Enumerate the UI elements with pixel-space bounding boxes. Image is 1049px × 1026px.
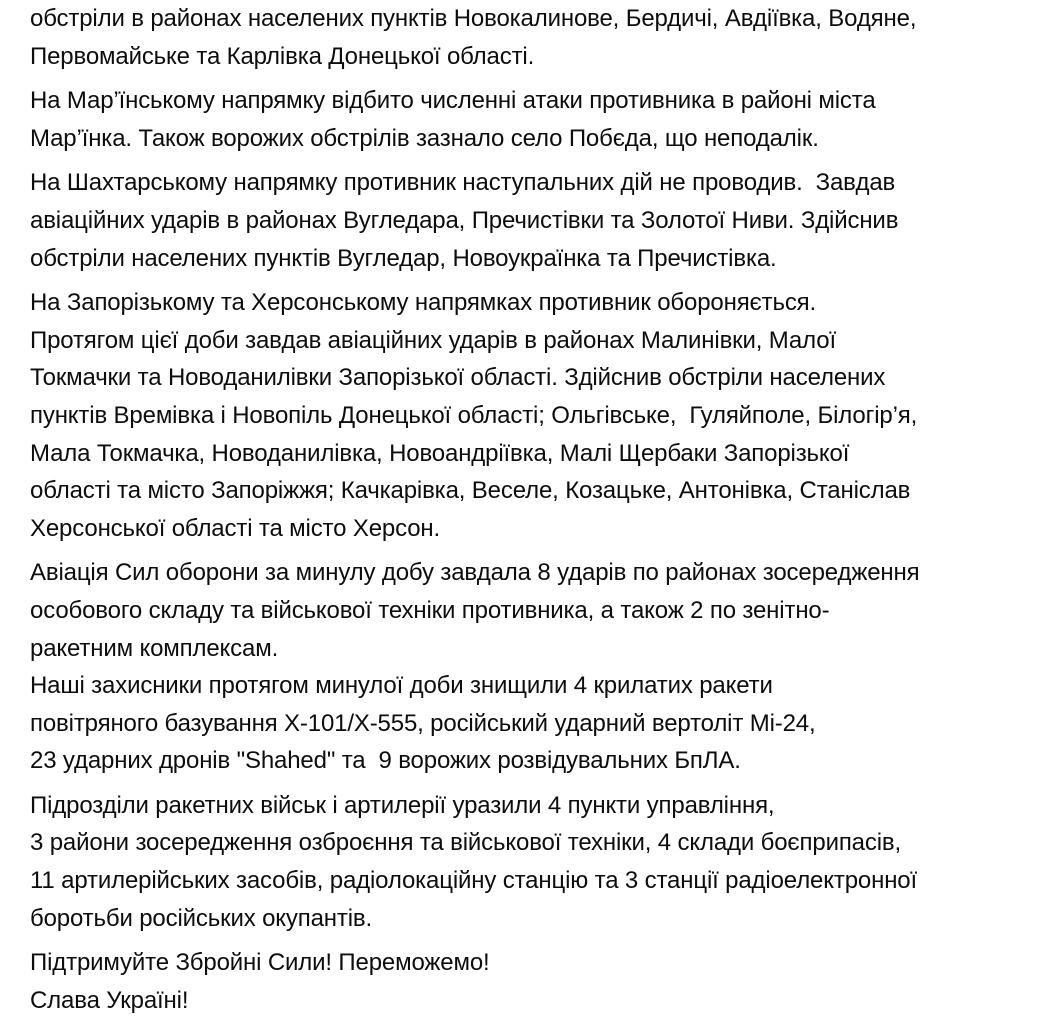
paragraph <box>30 82 1049 157</box>
text-line: 3 райони зосередження озброєння та військової техніки, 4 склади боєприпасів, <box>30 829 902 857</box>
text-line: На Мар’їнському напрямку відбито численні атаки противника в районі міста <box>30 87 876 115</box>
text-line: На Запорізькому та Херсонському напрямках противник обороняється. <box>30 289 817 317</box>
text-line: Наші захисники протягом минулої доби знищили 4 крилатих ракети <box>30 672 773 700</box>
text-line: повітряного базування Х-101/Х-555, російський ударний вертоліт Мі-24, <box>30 709 816 737</box>
paragraph <box>30 164 1049 277</box>
text-line: пунктів Времівка і Новопіль Донецької області; Ольгівське, Гуляйполе, Білогір’я, <box>30 401 918 429</box>
paragraph <box>30 944 1049 1019</box>
text-line: Первомайське та Карлівка Донецької області. <box>30 42 535 70</box>
text-line: Підрозділи ракетних військ і артилерії уразили 4 пункти управління, <box>30 791 775 819</box>
paragraph <box>30 284 1049 547</box>
text-line: 23 ударних дронів "Shahed" та 9 ворожих розвідувальних БпЛА. <box>30 747 741 775</box>
text-line: боротьби російських окупантів. <box>30 904 373 932</box>
text-line: Мала Токмачка, Новоданилівка, Новоандріївка, Малі Щербаки Запорізької <box>30 439 850 467</box>
text-line: особового складу та військової техніки противника, а також 2 по зенітно- <box>30 596 830 624</box>
text-line: обстріли населених пунктів Вугледар, Новоукраїнка та Пречистівка. <box>30 244 777 272</box>
text-line: Підтримуйте Збройні Сили! Переможемо! <box>30 949 490 977</box>
report-text <box>30 0 1049 1026</box>
paragraph <box>30 787 1049 937</box>
text-line: Мар’їнка. Також ворожих обстрілів зазнало село Побєда, що неподалік. <box>30 124 819 152</box>
text-line: обстріли в районах населених пунктів Новокалинове, Бердичі, Авдіївка, Водяне, <box>30 5 917 32</box>
text-line: 11 артилерійських засобів, радіолокаційну станцію та 3 станції радіоелектронної <box>30 867 918 895</box>
text-line: На Шахтарському напрямку противник наступальних дій не проводив. Завдав <box>30 169 896 197</box>
text-line: Токмачки та Новоданилівки Запорізької області. Здійснив обстріли населених <box>30 364 886 392</box>
paragraph <box>30 0 1049 75</box>
text-line: Херсонської області та місто Херсон. <box>30 514 441 542</box>
text-line: авіаційних ударів в районах Вугледара, Пречистівки та Золотої Ниви. Здійснив <box>30 206 899 234</box>
text-line: Слава Україні! <box>30 986 189 1014</box>
text-line: ракетним комплексам. <box>30 634 279 662</box>
text-line: області та місто Запоріжжя; Качкарівка, Веселе, Козацьке, Антонівка, Станіслав <box>30 477 911 505</box>
text-line: Протягом цієї доби завдав авіаційних ударів в районах Малинівки, Малої <box>30 326 836 354</box>
text-line: Авіація Сил оборони за минулу добу завдала 8 ударів по районах зосередження <box>30 559 920 587</box>
paragraph <box>30 554 1049 780</box>
